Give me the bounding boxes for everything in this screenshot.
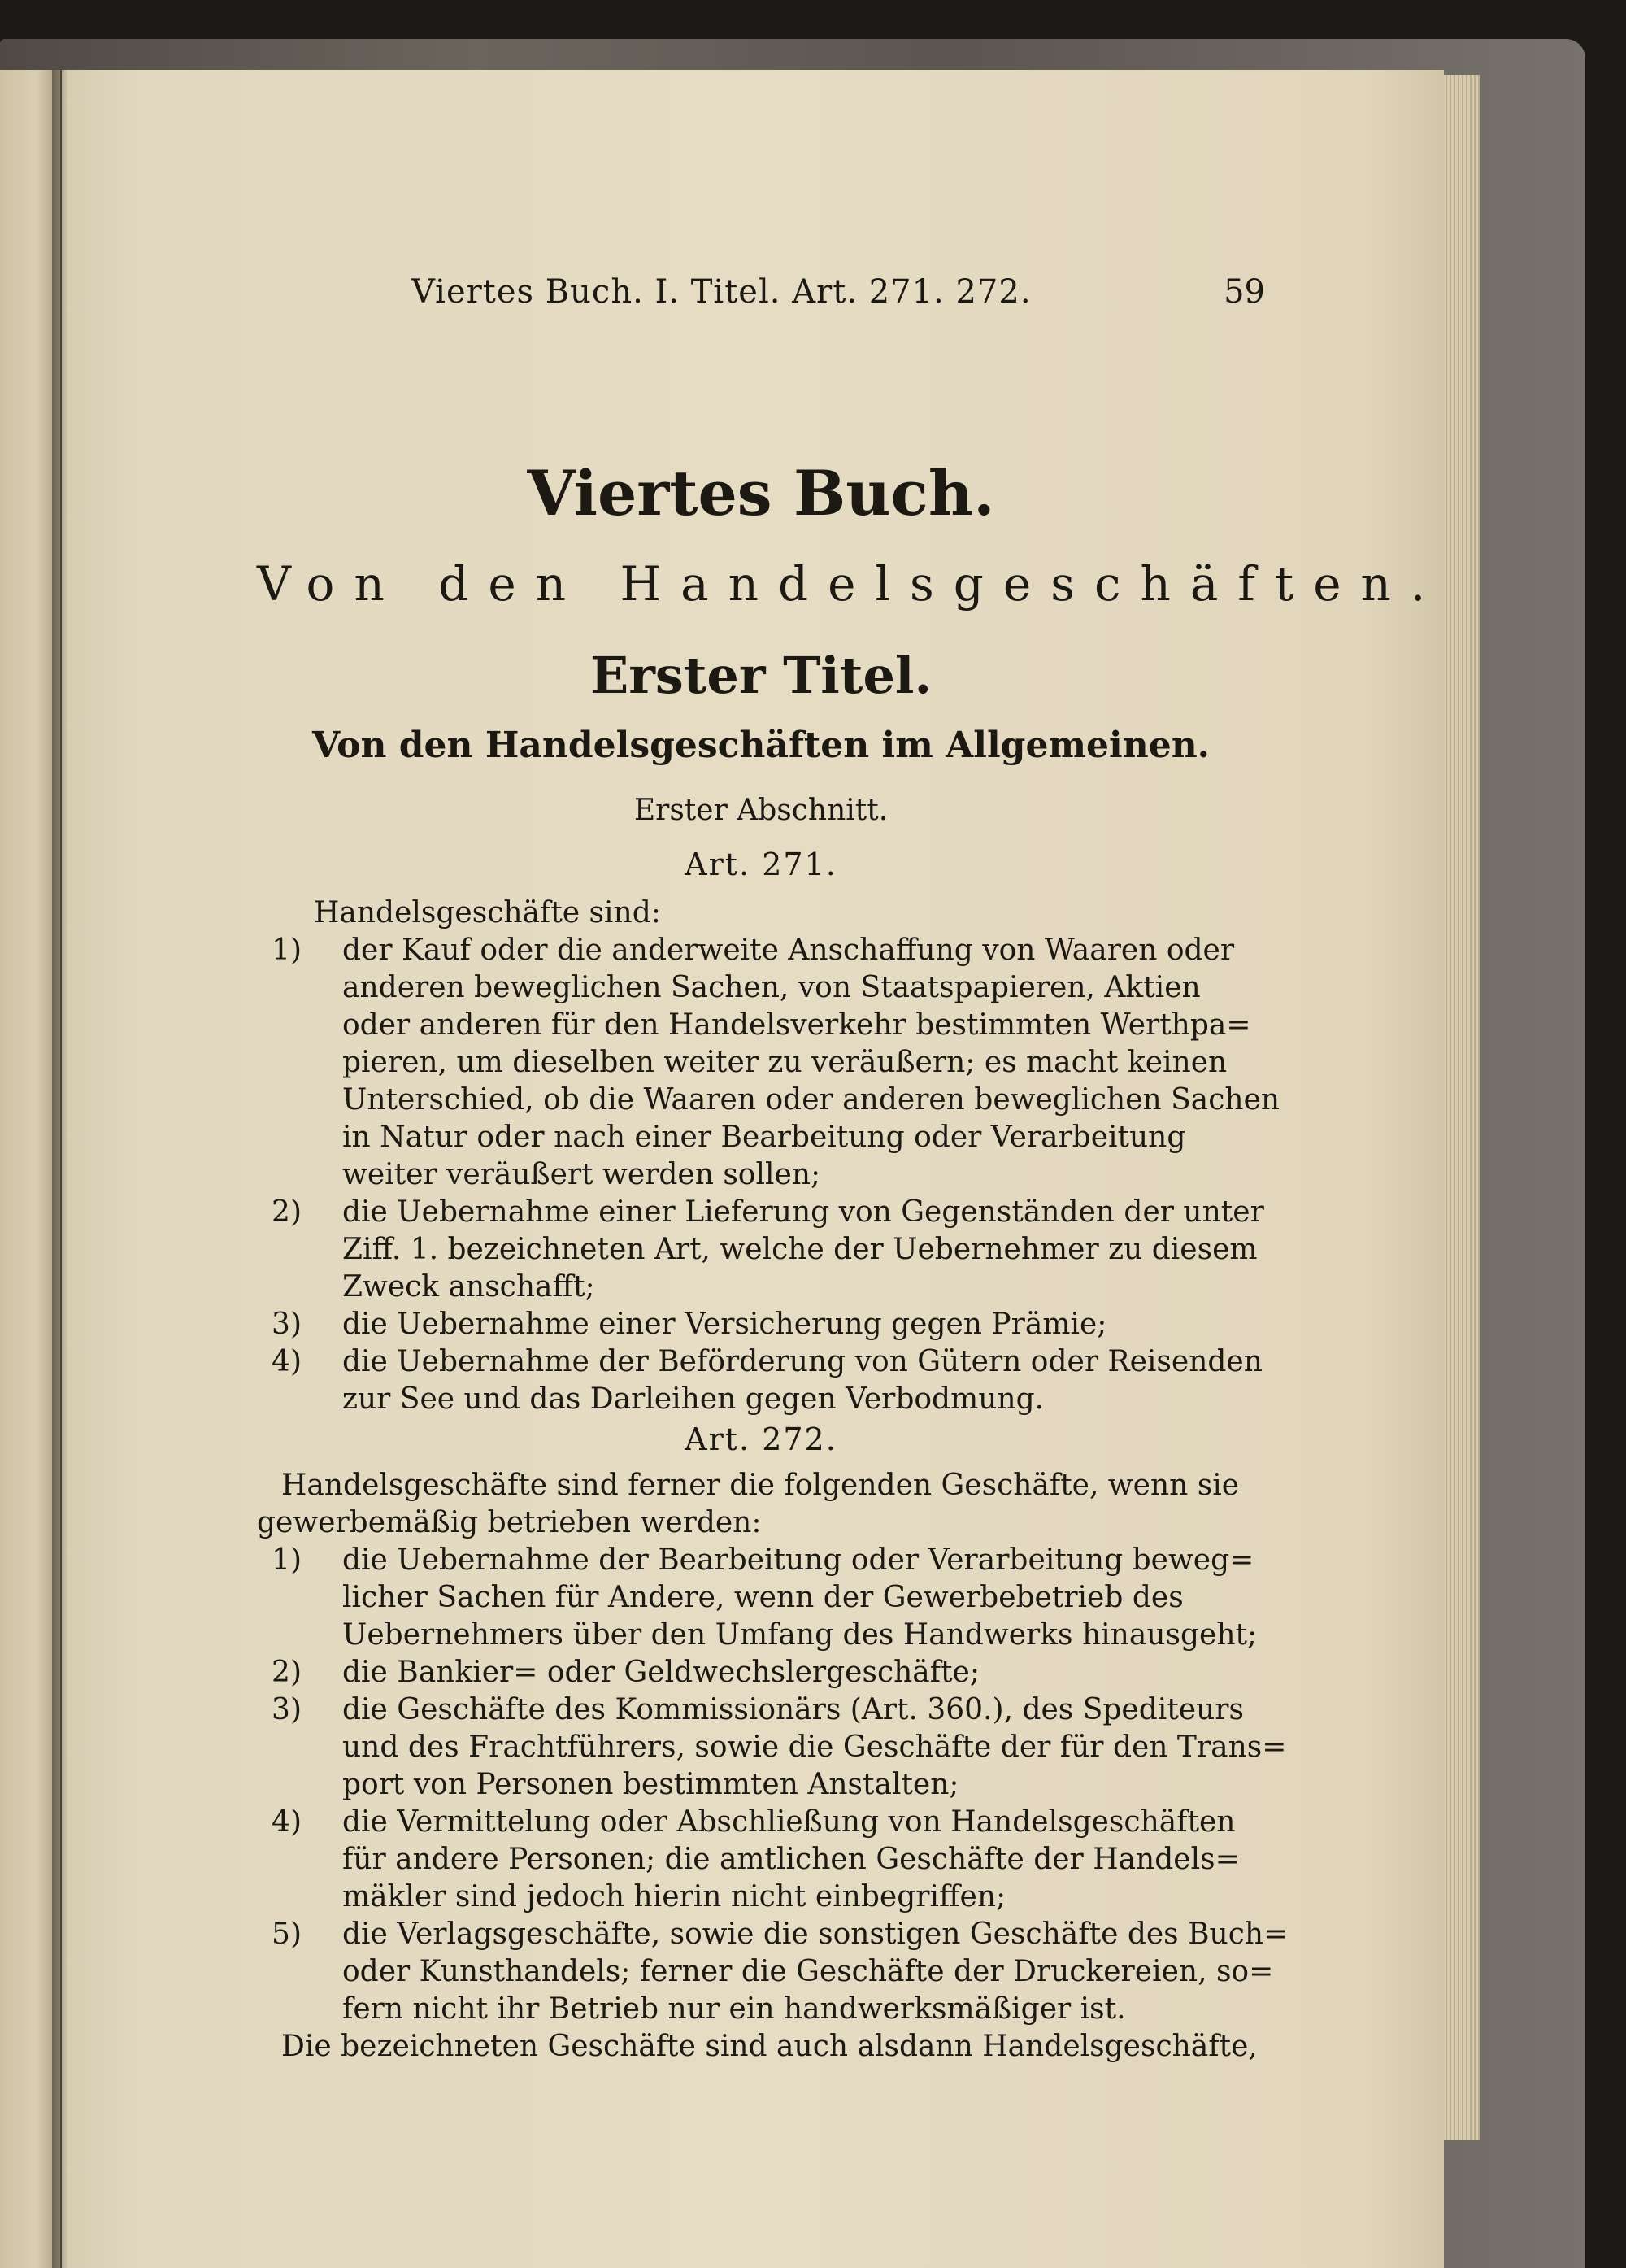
item-number: 4) — [272, 1805, 302, 1839]
text-line: weiter veräußert werden sollen; — [342, 1158, 821, 1191]
section-heading: Erster Abschnitt. — [633, 794, 889, 827]
text-line: zur See und das Darleihen gegen Verbodmung. — [342, 1382, 1045, 1416]
text-line: oder Kunsthandels; ferner die Geschäfte der Druckereien, so= — [342, 1955, 1274, 1988]
item-number: 5) — [272, 1918, 302, 1951]
text-line: in Natur oder nach einer Bearbeitung oder Verarbeitung — [342, 1121, 1186, 1154]
page-block-edges — [1439, 75, 1480, 2140]
book-heading: Viertes Buch. — [527, 457, 995, 529]
text-line: die Uebernahme der Beförderung von Gütern oder Reisenden — [342, 1345, 1263, 1378]
item-number: 1) — [272, 934, 302, 967]
art272-intro-line-2: gewerbemäßig betrieben werden: — [257, 1506, 762, 1539]
text-line: die Vermittelung oder Abschließung von Handelsgeschäften — [342, 1805, 1236, 1839]
art271-intro: Handelsgeschäfte sind: — [314, 896, 661, 929]
article-272-heading: Art. 272. — [685, 1421, 837, 1457]
text-line: die Bankier= oder Geldwechslergeschäfte; — [342, 1656, 980, 1689]
text-line: Uebernehmers über den Umfang des Handwerks hinausgeht; — [342, 1618, 1258, 1652]
title-heading: Erster Titel. — [589, 646, 933, 705]
item-number: 1) — [272, 1543, 302, 1577]
text-line: Ziff. 1. bezeichneten Art, welche der Uebernehmer zu diesem — [342, 1233, 1258, 1266]
article-271-heading: Art. 271. — [685, 847, 837, 882]
text-line: port von Personen bestimmten Anstalten; — [342, 1768, 959, 1801]
text-line: für andere Personen; die amtlichen Geschäfte der Handels= — [342, 1843, 1240, 1876]
text-line: oder anderen für den Handelsverkehr bestimmten Werthpa= — [342, 1008, 1251, 1042]
text-line: Zweck anschafft; — [342, 1270, 595, 1304]
text-line: die Verlagsgeschäfte, sowie die sonstigen Geschäfte des Buch= — [342, 1918, 1289, 1951]
text-line: mäkler sind jedoch hierin nicht einbegriffen; — [342, 1880, 1006, 1913]
text-line: pieren, um dieselben weiter zu veräußern; es macht keinen — [342, 1046, 1228, 1079]
text-line: licher Sachen für Andere, wenn der Gewerbebetrieb des — [342, 1581, 1184, 1614]
book-subtitle: Von den Handelsgeschäften. — [257, 556, 1446, 612]
running-head-title: Viertes Buch. I. Titel. Art. 271. 272. — [411, 273, 1032, 311]
text-line: die Uebernahme der Bearbeitung oder Verarbeitung beweg= — [342, 1543, 1254, 1577]
item-number: 4) — [272, 1345, 302, 1378]
text-line: Unterschied, ob die Waaren oder anderen beweglichen Sachen — [342, 1083, 1280, 1117]
text-line: fern nicht ihr Betrieb nur ein handwerksmäßiger ist. — [342, 1992, 1126, 2026]
art272-intro-line-1: Handelsgeschäfte sind ferner die folgenden Geschäfte, wenn sie — [281, 1469, 1240, 1502]
text-line: anderen beweglichen Sachen, von Staatspapieren, Aktien — [342, 971, 1201, 1004]
binding-gutter — [52, 70, 68, 2268]
title-subject: Von den Handelsgeschäften im Allgemeinen. — [312, 725, 1210, 766]
page-number: 59 — [1224, 273, 1265, 311]
running-head — [257, 273, 1265, 322]
facing-page-edge — [0, 70, 60, 2268]
item-number: 3) — [272, 1308, 302, 1341]
book-page — [62, 70, 1444, 2268]
text-line: der Kauf oder die anderweite Anschaffung von Waaren oder — [342, 934, 1235, 967]
text-line: die Geschäfte des Kommissionärs (Art. 360.), des Spediteurs — [342, 1693, 1244, 1726]
item-number: 2) — [272, 1656, 302, 1689]
item-number: 2) — [272, 1195, 302, 1229]
art272-closing-line: Die bezeichneten Geschäfte sind auch alsdann Handelsgeschäfte, — [281, 2030, 1258, 2063]
text-line: die Uebernahme einer Lieferung von Gegenständen der unter — [342, 1195, 1264, 1229]
item-number: 3) — [272, 1693, 302, 1726]
text-line: die Uebernahme einer Versicherung gegen Prämie; — [342, 1308, 1107, 1341]
text-line: und des Frachtführers, sowie die Geschäfte der für den Trans= — [342, 1730, 1287, 1764]
